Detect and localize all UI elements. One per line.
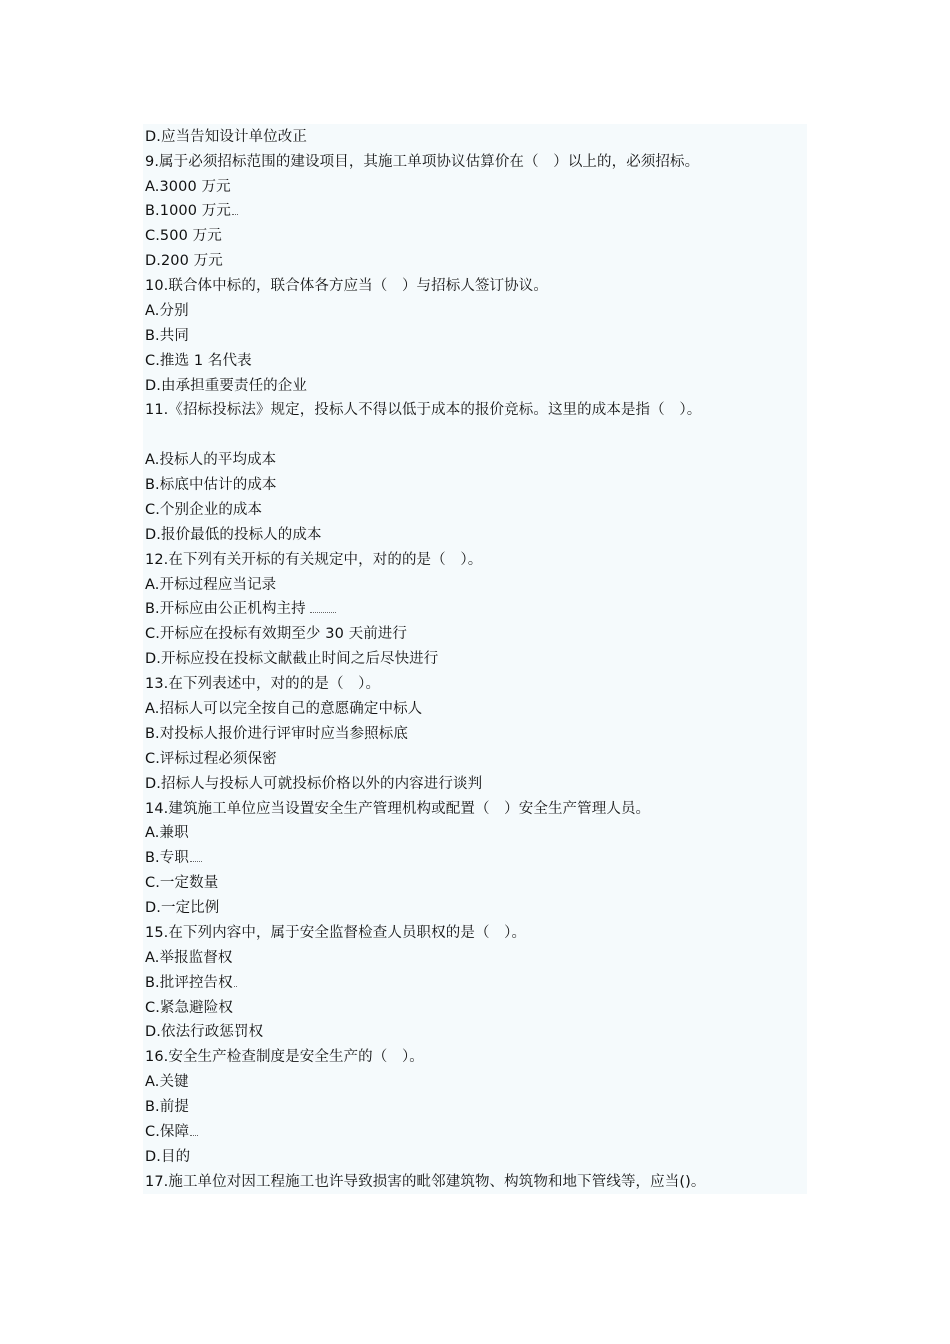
option-line: A.3000 万元 (145, 179, 231, 195)
option-line: D.一定比例 (145, 900, 220, 916)
option-line: B.标底中估计的成本 (145, 477, 277, 493)
option-line: B.共同 (145, 328, 189, 344)
option-line: C.一定数量 (145, 875, 219, 891)
option-line: D.目的 (145, 1149, 191, 1165)
question-line: 14.建筑施工单位应当设置安全生产管理机构或配置（ ）安全生产管理人员。 (145, 801, 651, 817)
answer-mark (190, 860, 202, 862)
option-line: C.推选 1 名代表 (145, 353, 252, 369)
option-line: C.开标应在投标有效期至少 30 天前进行 (145, 626, 408, 642)
option-line: B.批评控告权 (145, 973, 237, 993)
option-line: A.开标过程应当记录 (145, 577, 277, 593)
option-line: A.举报监督权 (145, 950, 233, 966)
question-line: 13.在下列表述中，对的的是（ ）。 (145, 676, 381, 692)
option-line: A.招标人可以完全按自己的意愿确定中标人 (145, 701, 423, 717)
answer-mark (232, 213, 238, 215)
option-line: D.开标应投在投标文献截止时间之后尽快进行 (145, 651, 439, 667)
question-line: 17.施工单位对因工程施工也许导致损害的毗邻建筑物、构筑物和地下管线等，应当()。 (145, 1174, 706, 1190)
option-line: D.招标人与投标人可就投标价格以外的内容进行谈判 (145, 776, 483, 792)
option-line: D.报价最低的投标人的成本 (145, 527, 322, 543)
option-line: A.兼职 (145, 825, 189, 841)
answer-mark (310, 611, 336, 613)
option-line: C.个别企业的成本 (145, 502, 263, 518)
option-line: B.开标应由公正机构主持 (145, 599, 336, 619)
option-line: B.专职 (145, 848, 202, 868)
option-line: C.500 万元 (145, 228, 222, 244)
option-line: A.投标人的平均成本 (145, 452, 277, 468)
option-line: D.应当告知设计单位改正 (145, 129, 307, 145)
option-line: B.对投标人报价进行评审时应当参照标底 (145, 726, 408, 742)
question-line: 12.在下列有关开标的有关规定中，对的的是（ ）。 (145, 552, 483, 568)
question-line: 15.在下列内容中，属于安全监督检查人员职权的是（ ）。 (145, 925, 527, 941)
option-line: D.由承担重要责任的企业 (145, 378, 307, 394)
question-line: 11.《招标投标法》规定，投标人不得以低于成本的报价竞标。这里的成本是指（ ）。 (145, 402, 702, 418)
option-line: C.紧急避险权 (145, 1000, 233, 1016)
option-line: D.200 万元 (145, 253, 223, 269)
question-line: 9.属于必须招标范围的建设项目，其施工单项协议估算价在（ ）以上的，必须招标。 (145, 154, 700, 170)
option-line: B.前提 (145, 1099, 189, 1115)
option-line: D.依法行政惩罚权 (145, 1024, 264, 1040)
answer-mark (234, 985, 237, 987)
option-line: A.分别 (145, 303, 189, 319)
option-line: B.1000 万元 (145, 201, 238, 221)
option-line: C.保障 (145, 1122, 198, 1142)
option-line: A.关键 (145, 1074, 189, 1090)
option-line: C.评标过程必须保密 (145, 751, 277, 767)
question-line: 10.联合体中标的，联合体各方应当（ ）与招标人签订协议。 (145, 278, 548, 294)
question-line: 16.安全生产检查制度是安全生产的（ ）。 (145, 1049, 424, 1065)
answer-mark (190, 1134, 198, 1136)
